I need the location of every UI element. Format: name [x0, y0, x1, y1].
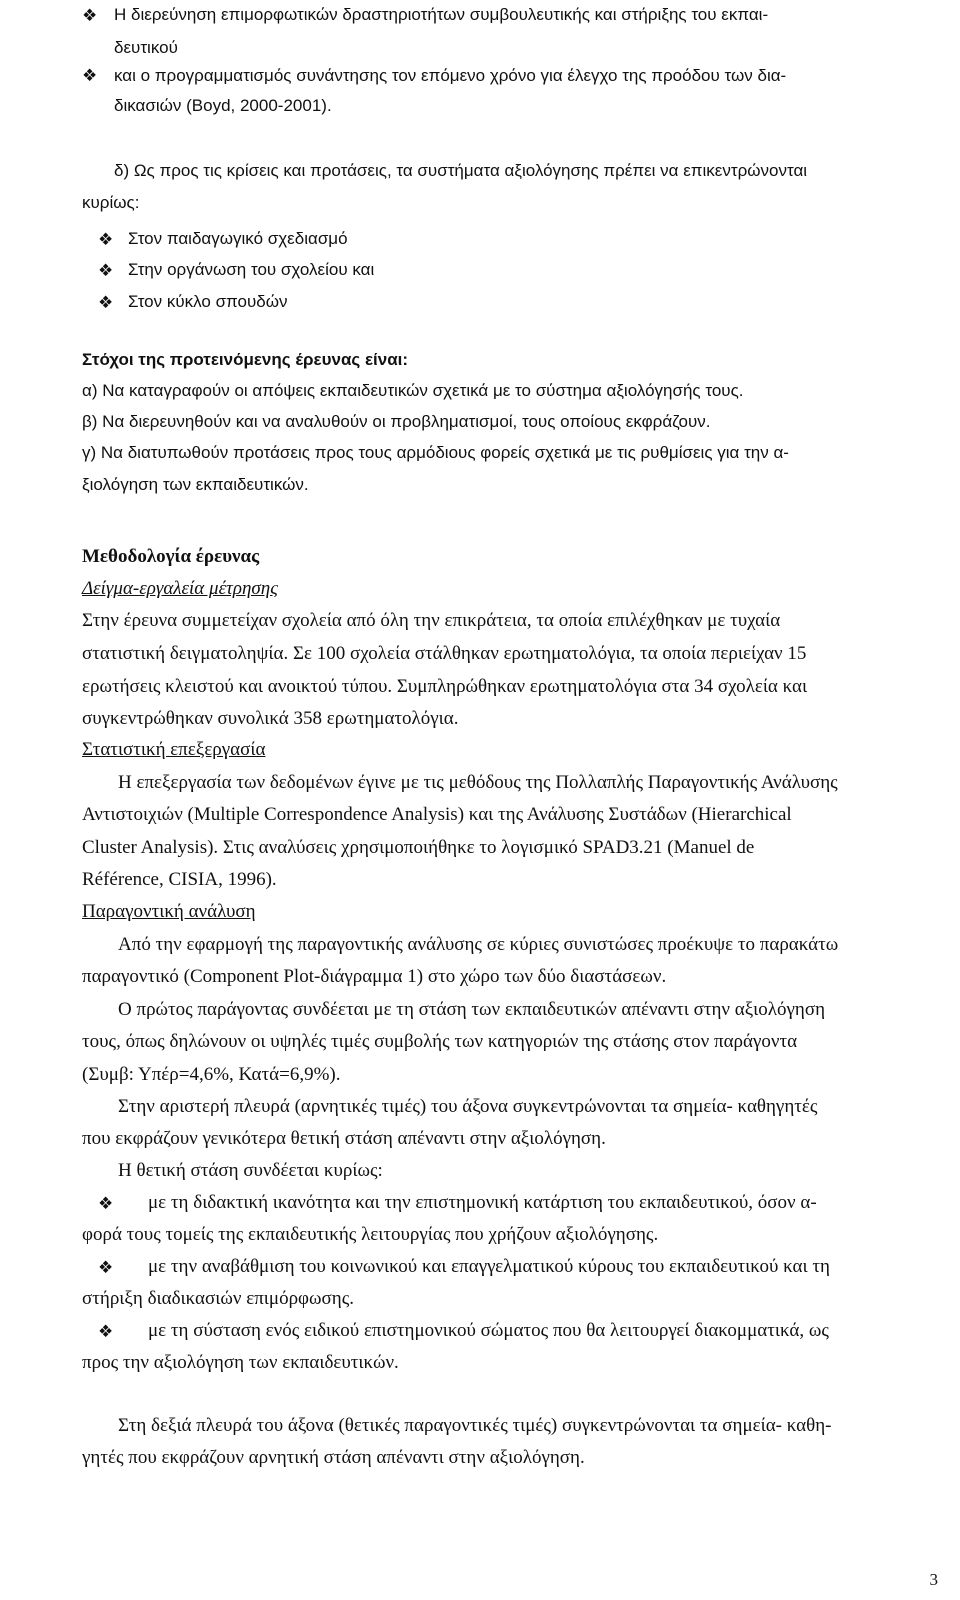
paragraph-line: Η επεξεργασία των δεδομένων έγινε με τις μεθόδους της Πολλαπλής Παραγοντικής Ανάλυσης: [118, 772, 838, 793]
paragraph-line: παραγοντικό (Component Plot-διάγραμμα 1) στο χώρο των δύο διαστάσεων.: [82, 966, 667, 987]
diamond-bullet-icon: ❖: [98, 1194, 114, 1213]
paragraph-line: γητές που εκφράζουν αρνητική στάση απέναντι στην αξιολόγηση.: [82, 1447, 585, 1468]
aim-item: α) Να καταγραφούν οι απόψεις εκπαιδευτικών σχετικά με το σύστημα αξιολόγησής τους.: [82, 381, 744, 400]
subsection-heading: Στατιστική επεξεργασία: [82, 739, 266, 760]
aim-item: γ) Να διατυπωθούν προτάσεις προς τους αρμόδιους φορείς σχετικά με τις ρυθμίσεις για την α-: [82, 443, 789, 462]
list-item: Στον παιδαγωγικό σχεδιασμό: [128, 229, 348, 248]
subsection-heading: Δείγμα-εργαλεία μέτρησης: [82, 578, 278, 599]
paragraph-line: ερωτήσεις κλειστού και ανοικτού τύπου. Συμπληρώθηκαν ερωτηματολόγια στα 34 σχολεία και: [82, 676, 808, 697]
paragraph-line: Από την εφαρμογή της παραγοντικής ανάλυσης σε κύριες συνιστώσες προέκυψε το παρακάτω: [118, 934, 839, 955]
section-heading: Μεθοδολογία έρευνας: [82, 546, 260, 567]
list-item-line: προς την αξιολόγηση των εκπαιδευτικών.: [82, 1352, 399, 1373]
bullet-line: δικασιών (Boyd, 2000-2001).: [114, 96, 332, 115]
list-item-line: με την αναβάθμιση του κοινωνικού και επαγγελματικού κύρους του εκπαιδευτικού και τη: [148, 1256, 830, 1277]
aims-heading: Στόχοι της προτεινόμενης έρευνας είναι:: [82, 350, 409, 369]
list-item: Στην οργάνωση του σχολείου και: [128, 260, 375, 279]
bullet-line: δευτικού: [114, 38, 178, 57]
paragraph-line: Στην έρευνα συμμετείχαν σχολεία από όλη την επικράτεια, τα οποία επιλέχθηκαν με τυχαία: [82, 610, 781, 631]
paragraph-line: Στην αριστερή πλευρά (αρνητικές τιμές) του άξονα συγκεντρώνονται τα σημεία- καθηγητές: [118, 1096, 818, 1117]
paragraph-line: που εκφράζουν γενικότερα θετική στάση απέναντι στην αξιολόγηση.: [82, 1128, 606, 1149]
bullet-line: Η διερεύνηση επιμορφωτικών δραστηριοτήτων συμβουλευτικής και στήριξης του εκπαι-: [114, 5, 769, 24]
bullet-line: και ο προγραμματισμός συνάντησης τον επόμενο χρόνο για έλεγχο της προόδου των δια-: [114, 66, 787, 85]
paragraph-line: Αντιστοιχιών (Multiple Correspondence Analysis) και της Ανάλυσης Συστάδων (Hierarchical: [82, 804, 792, 825]
paragraph-line: στατιστική δειγματοληψία. Σε 100 σχολεία στάλθηκαν ερωτηματολόγια, τα οποία περιείχαν 15: [82, 643, 807, 664]
paragraph-line: τους, όπως δηλώνουν οι υψηλές τιμές συμβολής των κατηγοριών της στάσης στον παράγοντα: [82, 1031, 798, 1052]
page-number: 3: [929, 1570, 938, 1589]
aim-item: β) Να διερευνηθούν και να αναλυθούν οι προβληματισμοί, τους οποίους εκφράζουν.: [82, 412, 711, 431]
subsection-heading: Παραγοντική ανάλυση: [82, 901, 256, 922]
paragraph-line: Στη δεξιά πλευρά του άξονα (θετικές παραγοντικές τιμές) συγκεντρώνονται τα σημεία- καθη-: [118, 1415, 832, 1436]
aim-item: ξιολόγηση των εκπαιδευτικών.: [82, 475, 309, 494]
list-item-line: με τη διδακτική ικανότητα και την επιστημονική κατάρτιση του εκπαιδευτικού, όσον α-: [148, 1192, 817, 1213]
paragraph-line: (Συμβ: Υπέρ=4,6%, Κατά=6,9%).: [82, 1064, 341, 1085]
diamond-bullet-icon: ❖: [82, 66, 98, 85]
diamond-bullet-icon: ❖: [98, 1322, 114, 1341]
list-item-line: με τη σύσταση ενός ειδικού επιστημονικού σώματος που θα λειτουργεί διακομματικά, ως: [148, 1320, 829, 1341]
diamond-bullet-icon: ❖: [98, 293, 114, 312]
paragraph-line: κυρίως:: [82, 193, 140, 212]
paragraph-line: Ο πρώτος παράγοντας συνδέεται με τη στάση των εκπαιδευτικών απέναντι στην αξιολόγηση: [118, 999, 825, 1020]
paragraph-line: συγκεντρώθηκαν συνολικά 358 ερωτηματολόγια.: [82, 708, 459, 729]
paragraph-line: Référence, CISIA, 1996).: [82, 869, 277, 890]
list-item-line: φορά τους τομείς της εκπαιδευτικής λειτουργίας που χρήζουν αξιολόγησης.: [82, 1224, 659, 1245]
diamond-bullet-icon: ❖: [98, 261, 114, 280]
paragraph-line: Η θετική στάση συνδέεται κυρίως:: [118, 1160, 383, 1181]
diamond-bullet-icon: ❖: [98, 230, 114, 249]
paragraph-line: Cluster Analysis). Στις αναλύσεις χρησιμοποιήθηκε το λογισμικό SPAD3.21 (Manuel de: [82, 837, 755, 858]
list-item: Στον κύκλο σπουδών: [128, 292, 288, 311]
paragraph-line: δ) Ως προς τις κρίσεις και προτάσεις, τα συστήματα αξιολόγησης πρέπει να επικεντρώνονται: [114, 161, 808, 180]
list-item-line: στήριξη διαδικασιών επιμόρφωσης.: [82, 1288, 354, 1309]
diamond-bullet-icon: ❖: [98, 1258, 114, 1277]
diamond-bullet-icon: ❖: [82, 6, 98, 25]
